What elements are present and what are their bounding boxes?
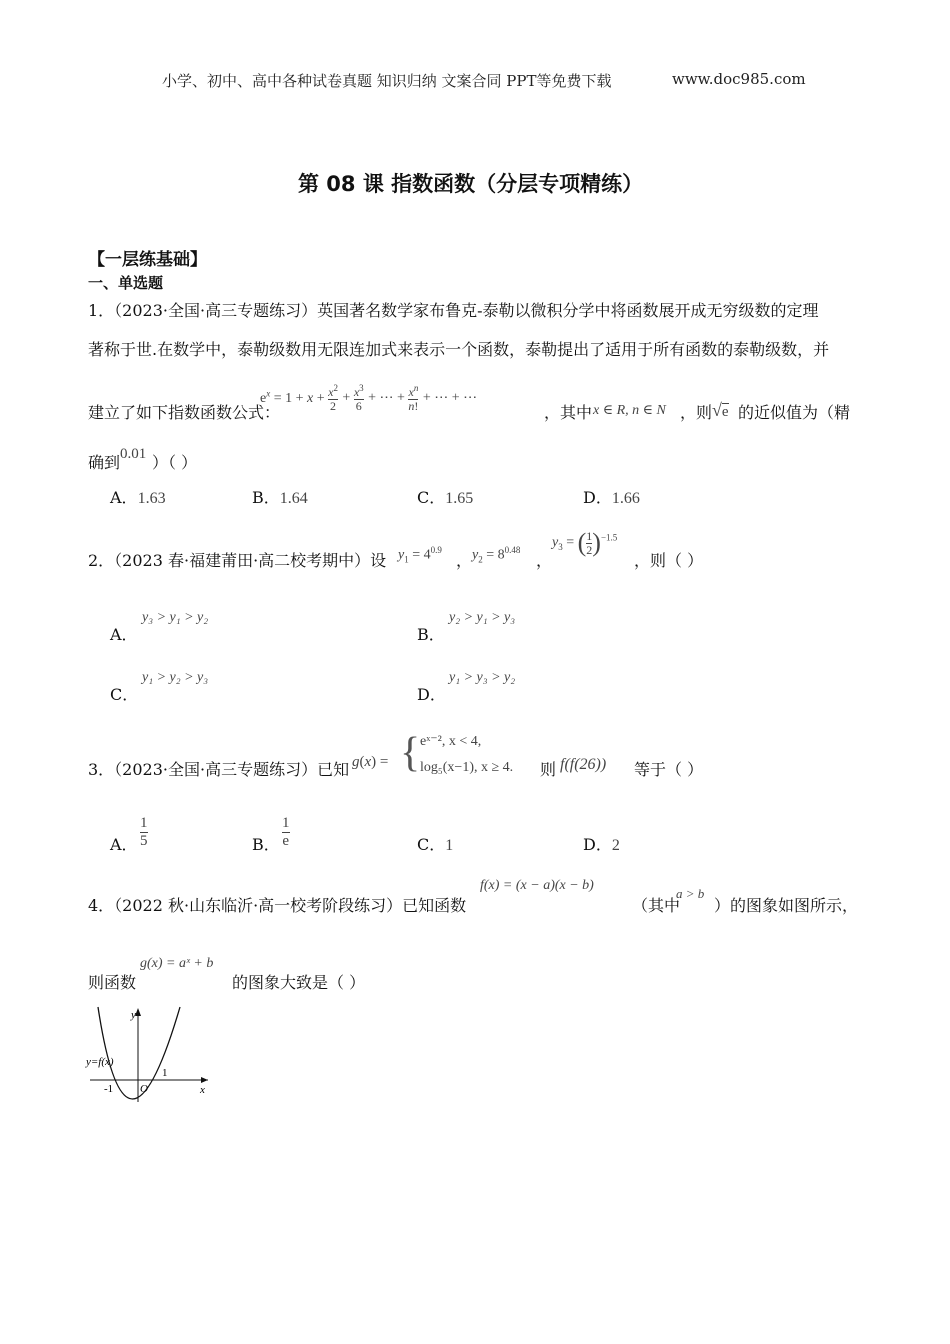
q2-option-a-label[interactable]: A． xyxy=(110,625,138,644)
x-axis-arrow-icon xyxy=(201,1077,208,1083)
q1-line3-mid: ，其中 xyxy=(544,403,593,422)
q3-stem-post: 等于（ ） xyxy=(634,760,704,779)
q1-precision: 0.01 xyxy=(120,446,147,462)
tick-pos-1: 1 xyxy=(162,1067,168,1079)
section-heading: 【一层练基础】 xyxy=(88,250,207,270)
q2-y2: $y_2 = 8^{0.48}$ xyxy=(472,545,521,565)
q2-option-b-label[interactable]: B． xyxy=(417,625,445,644)
q3-expr: f(f(26)) xyxy=(560,756,607,773)
q2-sep-2: ， xyxy=(536,551,553,570)
q2-option-a-value: y₃ > y₁ > y₂ xyxy=(142,610,209,625)
q2-option-d-label[interactable]: D． xyxy=(417,685,446,704)
q3-option-a-value: $\frac{1}{5}$ xyxy=(140,815,148,849)
q2-y1: $y_1 = 4^{0.9}$ xyxy=(398,545,442,565)
q4-g-func: g(x) = aˣ + b xyxy=(140,956,214,971)
q1-option-b[interactable]: B．1.64 xyxy=(252,488,308,507)
q2-option-d-value: y₁ > y₃ > y₂ xyxy=(449,670,516,685)
q3-case1: eˣ⁻², x < 4, xyxy=(420,734,482,749)
q4-line2-pre: 则函数 xyxy=(88,973,137,992)
q2-sep-1: ， xyxy=(456,551,473,570)
q3-then: 则 xyxy=(540,760,557,779)
q2-option-c-label[interactable]: C． xyxy=(110,685,139,704)
q1-sqrt-e: √e xyxy=(712,400,729,420)
q1-line3-post1: ，则 xyxy=(680,403,713,422)
q1-line3-post2: 的近似值为（精 xyxy=(738,403,851,422)
tick-neg-1: -1 xyxy=(104,1083,114,1095)
q2-stem-post: ，则（ ） xyxy=(634,551,704,570)
q3-option-d[interactable]: D．2 xyxy=(583,835,620,854)
q3-option-b-value: $\frac{1}{e}$ xyxy=(282,815,290,849)
q1-option-d[interactable]: D．1.66 xyxy=(583,488,640,507)
q2-y3: $y_3$ = ( $\frac{1}{2}$ )$^{-1.5}$ xyxy=(552,528,618,557)
q4-stem-pre: 4．（2022 秋·山东临沂·高一校考阶段练习）已知函数 xyxy=(88,896,467,915)
q3-stem-pre: 3．（2023·全国·高三专题练习）已知 xyxy=(88,760,350,779)
q4-cond: a > b xyxy=(676,886,705,901)
q4-func: f(x) = (x − a)(x − b) xyxy=(480,878,594,893)
q3-option-a[interactable]: A． xyxy=(110,835,138,854)
q1-option-a[interactable]: A．1.63 xyxy=(110,488,166,507)
q1-line4-post: ）（ ） xyxy=(152,453,198,472)
q4-graph xyxy=(84,1005,214,1105)
curve-label: y=f(x) xyxy=(86,1056,114,1068)
header-text: 小学、初中、高中各种试卷真题 知识归纳 文案合同 PPT等免费下载 xyxy=(162,72,612,90)
q2-option-c-value: y₁ > y₂ > y₃ xyxy=(142,670,209,685)
q1-taylor-formula: $e^x = 1 + x$ + $\frac{x^2}{2}$ + $\frac{x^3}{6}$ + ⋯ + $\frac{x^n}{n!}$ + ⋯ + ⋯ xyxy=(260,383,478,413)
origin-label: O xyxy=(140,1083,148,1095)
q3-option-b[interactable]: B． xyxy=(252,835,280,854)
q4-post: ）的图象如图所示， xyxy=(714,896,859,915)
x-axis-label: x xyxy=(200,1084,205,1096)
q3-option-c[interactable]: C．1 xyxy=(417,835,454,854)
q4-mid: （其中 xyxy=(632,896,681,915)
y-axis-label: y xyxy=(131,1009,136,1021)
q2-option-b-value: y₂ > y₁ > y₃ xyxy=(449,610,516,625)
q1-line4-pre: 确到 xyxy=(88,453,121,472)
subsection-heading: 一、单选题 xyxy=(88,274,164,292)
q2-stem-pre: 2．（2023 春·福建莆田·高二校考期中）设 xyxy=(88,551,387,570)
q1-line3-pre: 建立了如下指数函数公式： xyxy=(88,403,281,422)
header-site[interactable]: www.doc985.com xyxy=(672,70,806,88)
q3-brace: { xyxy=(400,730,421,776)
q1-line1: 1．（2023·全国·高三专题练习）英国著名数学家布鲁克-泰勒以微积分学中将函数展开成无穷级数的定理 xyxy=(88,301,819,320)
q3-g-label: g(x) = xyxy=(352,754,389,770)
q1-option-c[interactable]: C．1.65 xyxy=(417,488,474,507)
q1-line2: 著称于世.在数学中，泰勒级数用无限连加式来表示一个函数，泰勒提出了适用于所有函数的泰勒级数，并 xyxy=(88,340,830,359)
page-title: 第 08 课 指数函数（分层专项精练） xyxy=(298,172,644,196)
y-axis-arrow-icon xyxy=(135,1008,141,1016)
q4-line2-post: 的图象大致是（ ） xyxy=(232,973,366,992)
q3-case2: log₅(x−1), x ≥ 4. xyxy=(420,760,514,775)
q1-condition: x ∈ R, n ∈ N xyxy=(593,403,666,418)
